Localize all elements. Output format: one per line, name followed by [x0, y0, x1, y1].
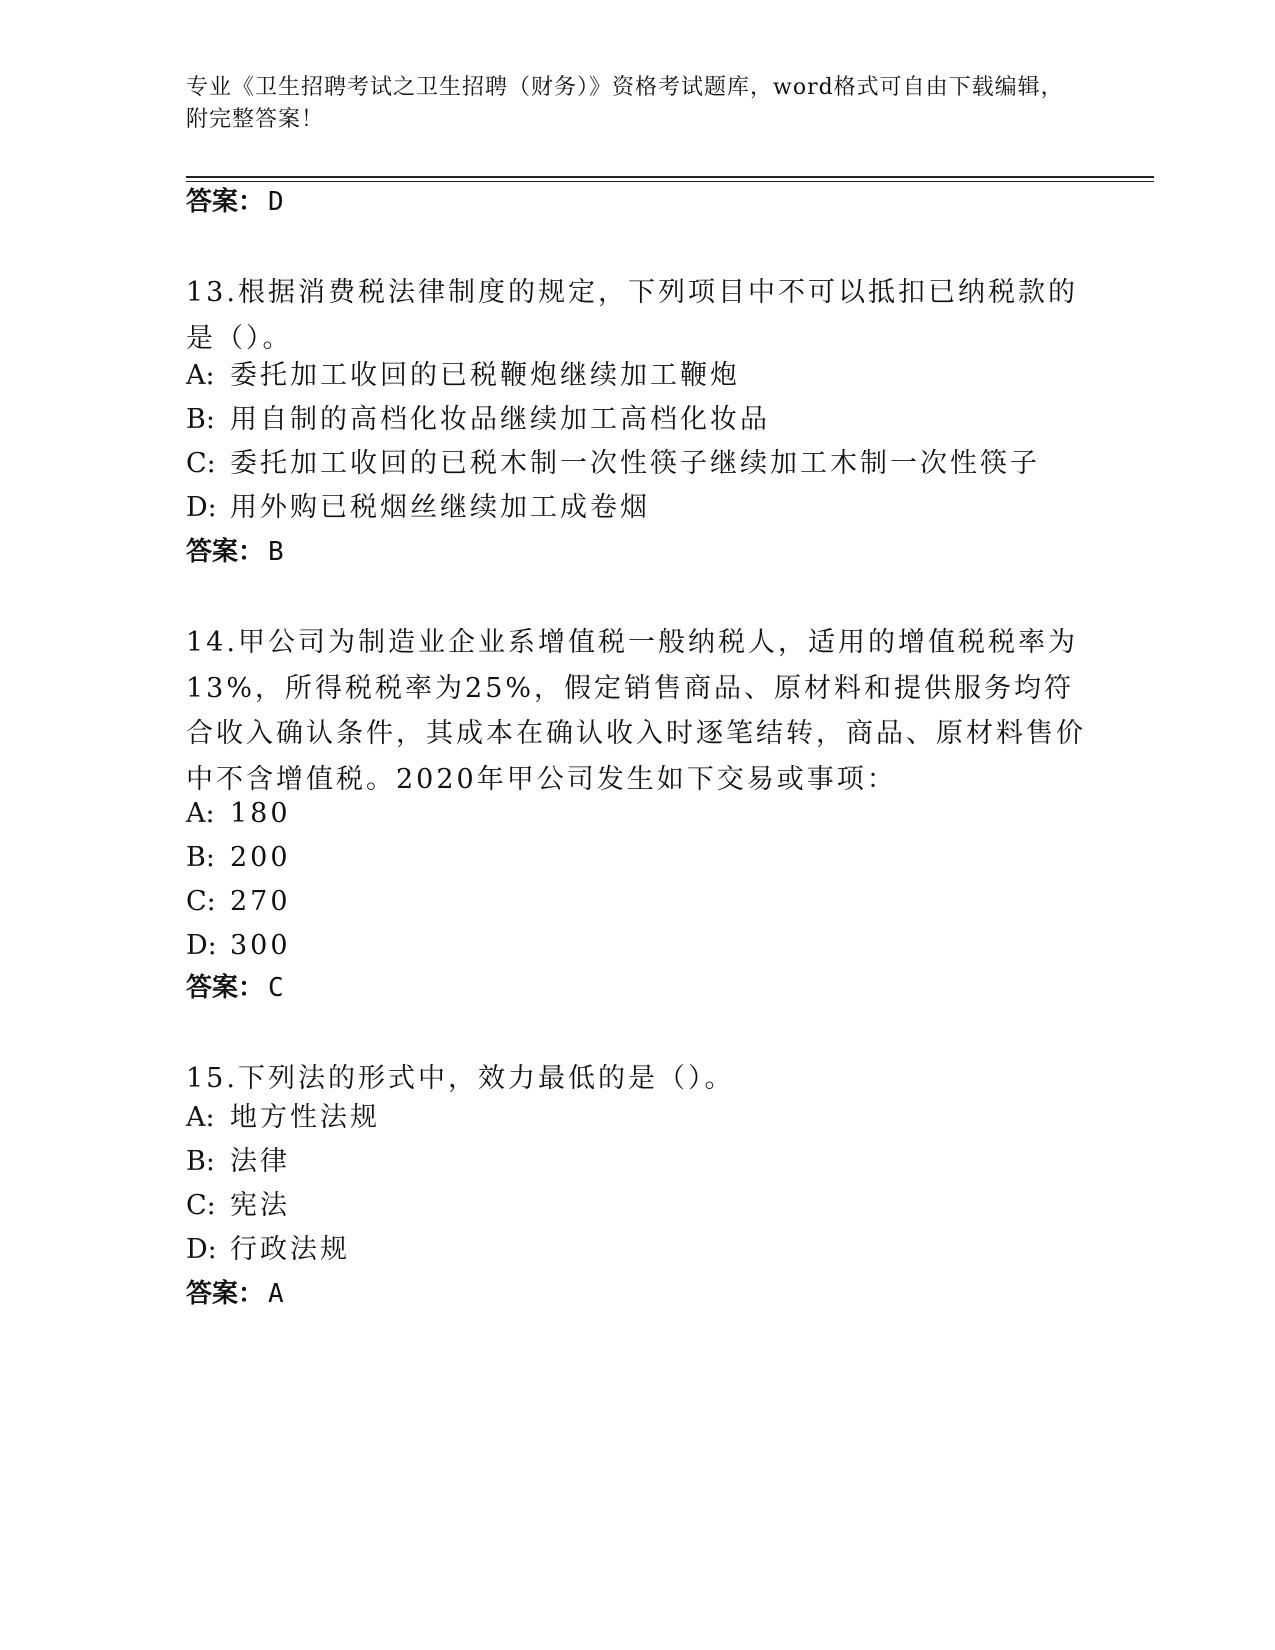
option-key: B:: [186, 404, 215, 435]
answer-label: 答案：: [186, 973, 265, 1003]
option-text: 用外购已税烟丝继续加工成卷烟: [230, 492, 650, 523]
question-13-option-b: [186, 402, 770, 438]
option-key: C:: [186, 448, 216, 479]
option-text: 200: [230, 842, 291, 873]
question-14-option-d: [186, 928, 291, 964]
option-text: 270: [230, 886, 291, 917]
option-text: 300: [230, 930, 291, 961]
question-14-answer: [186, 970, 284, 1006]
question-13-option-a: [186, 358, 740, 394]
answer-label: 答案：: [186, 537, 265, 567]
option-key: D:: [186, 492, 217, 523]
header-divider-thin: [186, 181, 1154, 182]
option-key: B:: [186, 1146, 215, 1177]
header-divider-thick: [186, 176, 1154, 178]
answer-value: A: [268, 1279, 284, 1309]
option-text: 地方性法规: [230, 1102, 380, 1133]
question-14-stem: 14.甲公司为制造业企业系增值税一般纳税人，适用的增值税税率为13%，所得税税率为25%，假定销售商品、原材料和提供服务均符合收入确认条件，其成本在确认收入时逐笔结转，商品、原材料售价中不含增值税。2020年甲公司发生如下交易或事项：: [186, 627, 1086, 795]
option-key: C:: [186, 1190, 216, 1221]
option-text: 行政法规: [230, 1234, 350, 1265]
question-15-option-b: [186, 1144, 290, 1180]
question-13-option-c: [186, 446, 1040, 482]
document-header: 专业《卫生招聘考试之卫生招聘（财务）》资格考试题库，word格式可自由下载编辑，附完整答案！: [186, 75, 1064, 132]
question-13-option-d: [186, 490, 650, 526]
question-14-option-c: [186, 884, 291, 920]
question-14-option-a: [186, 796, 291, 832]
answer-value: B: [268, 537, 284, 567]
question-15-answer: [186, 1276, 284, 1312]
answer-value: D: [268, 187, 284, 217]
answer-label: 答案：: [186, 1279, 265, 1309]
option-text: 委托加工收回的已税鞭炮继续加工鞭炮: [230, 360, 740, 391]
option-text: 180: [230, 798, 291, 829]
option-text: 宪法: [230, 1190, 290, 1221]
answer-label: 答案：: [186, 187, 265, 217]
question-15-option-d: [186, 1232, 350, 1268]
question-15-option-c: [186, 1188, 290, 1224]
option-text: 法律: [230, 1146, 290, 1177]
option-key: A:: [186, 360, 215, 391]
option-key: D:: [186, 1234, 217, 1265]
option-key: A:: [186, 1102, 215, 1133]
question-15-stem: 15.下列法的形式中，效力最低的是（）。: [186, 1063, 735, 1094]
option-text: 委托加工收回的已税木制一次性筷子继续加工木制一次性筷子: [230, 448, 1040, 479]
question-15-option-a: [186, 1100, 380, 1136]
option-text: 用自制的高档化妆品继续加工高档化妆品: [230, 404, 770, 435]
option-key: C:: [186, 886, 216, 917]
question-14-option-b: [186, 840, 291, 876]
question-13-stem: 13.根据消费税法律制度的规定，下列项目中不可以抵扣已纳税款的是（）。: [186, 277, 1078, 354]
question-13-answer: [186, 534, 284, 570]
option-key: A:: [186, 798, 215, 829]
previous-answer: [186, 184, 284, 220]
option-key: D:: [186, 930, 217, 961]
option-key: B:: [186, 842, 215, 873]
answer-value: C: [268, 973, 284, 1003]
